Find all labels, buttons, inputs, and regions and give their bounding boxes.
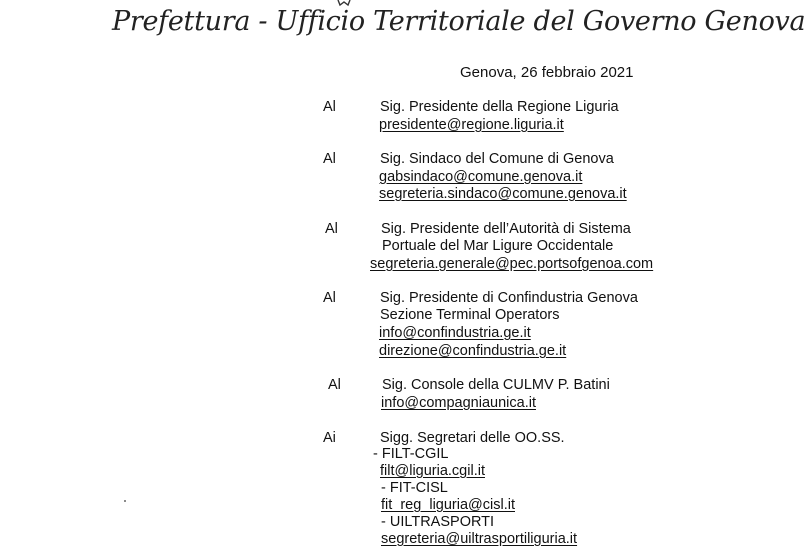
recipient-title: Sig. Console della CULMV P. Batini: [382, 377, 610, 393]
recipient-prefix: Ai: [323, 430, 336, 446]
recipient-title-line2: Sezione Terminal Operators: [380, 307, 560, 323]
union-name: - FILT-CGIL: [373, 446, 449, 462]
union-email[interactable]: fit_reg_liguria@cisl.it: [381, 497, 515, 513]
recipient-title: Sigg. Segretari delle OO.SS.: [380, 430, 565, 446]
union-name: - FIT-CISL: [381, 480, 448, 496]
recipient-prefix: Al: [328, 377, 341, 393]
recipient-prefix: Al: [325, 221, 338, 237]
letter-date: Genova, 26 febbraio 2021: [460, 64, 634, 81]
recipient-title: Sig. Presidente della Regione Liguria: [380, 99, 619, 115]
scan-speck: [124, 500, 126, 502]
recipient-email[interactable]: segreteria.sindaco@comune.genova.it: [379, 186, 627, 202]
union-email[interactable]: segreteria@uiltrasportiliguria.it: [381, 531, 578, 547]
recipient-email[interactable]: direzione@confindustria.ge.it: [379, 343, 567, 359]
letterhead-title: Prefettura - Ufficio Territoriale del Governo Genova: [112, 6, 805, 37]
recipient-email[interactable]: presidente@regione.liguria.it: [379, 117, 564, 133]
recipient-email[interactable]: info@confindustria.ge.it: [379, 325, 531, 341]
union-name: - UILTRASPORTI: [381, 514, 495, 530]
recipient-email[interactable]: info@compagniaunica.it: [381, 395, 536, 411]
recipient-prefix: Al: [323, 99, 336, 115]
recipient-prefix: Al: [323, 151, 336, 167]
recipient-title: Sig. Presidente di Confindustria Genova: [380, 290, 638, 306]
recipient-email[interactable]: segreteria.generale@pec.portsofgenoa.com: [370, 256, 654, 272]
union-email[interactable]: filt@liguria.cgil.it: [380, 463, 485, 479]
recipient-title-line2: Portuale del Mar Ligure Occidentale: [382, 238, 614, 254]
recipient-email[interactable]: gabsindaco@comune.genova.it: [379, 169, 583, 185]
recipient-title: Sig. Presidente dell’Autorità di Sistema: [381, 221, 631, 237]
recipient-prefix: Al: [323, 290, 336, 306]
recipient-title: Sig. Sindaco del Comune di Genova: [380, 151, 614, 167]
